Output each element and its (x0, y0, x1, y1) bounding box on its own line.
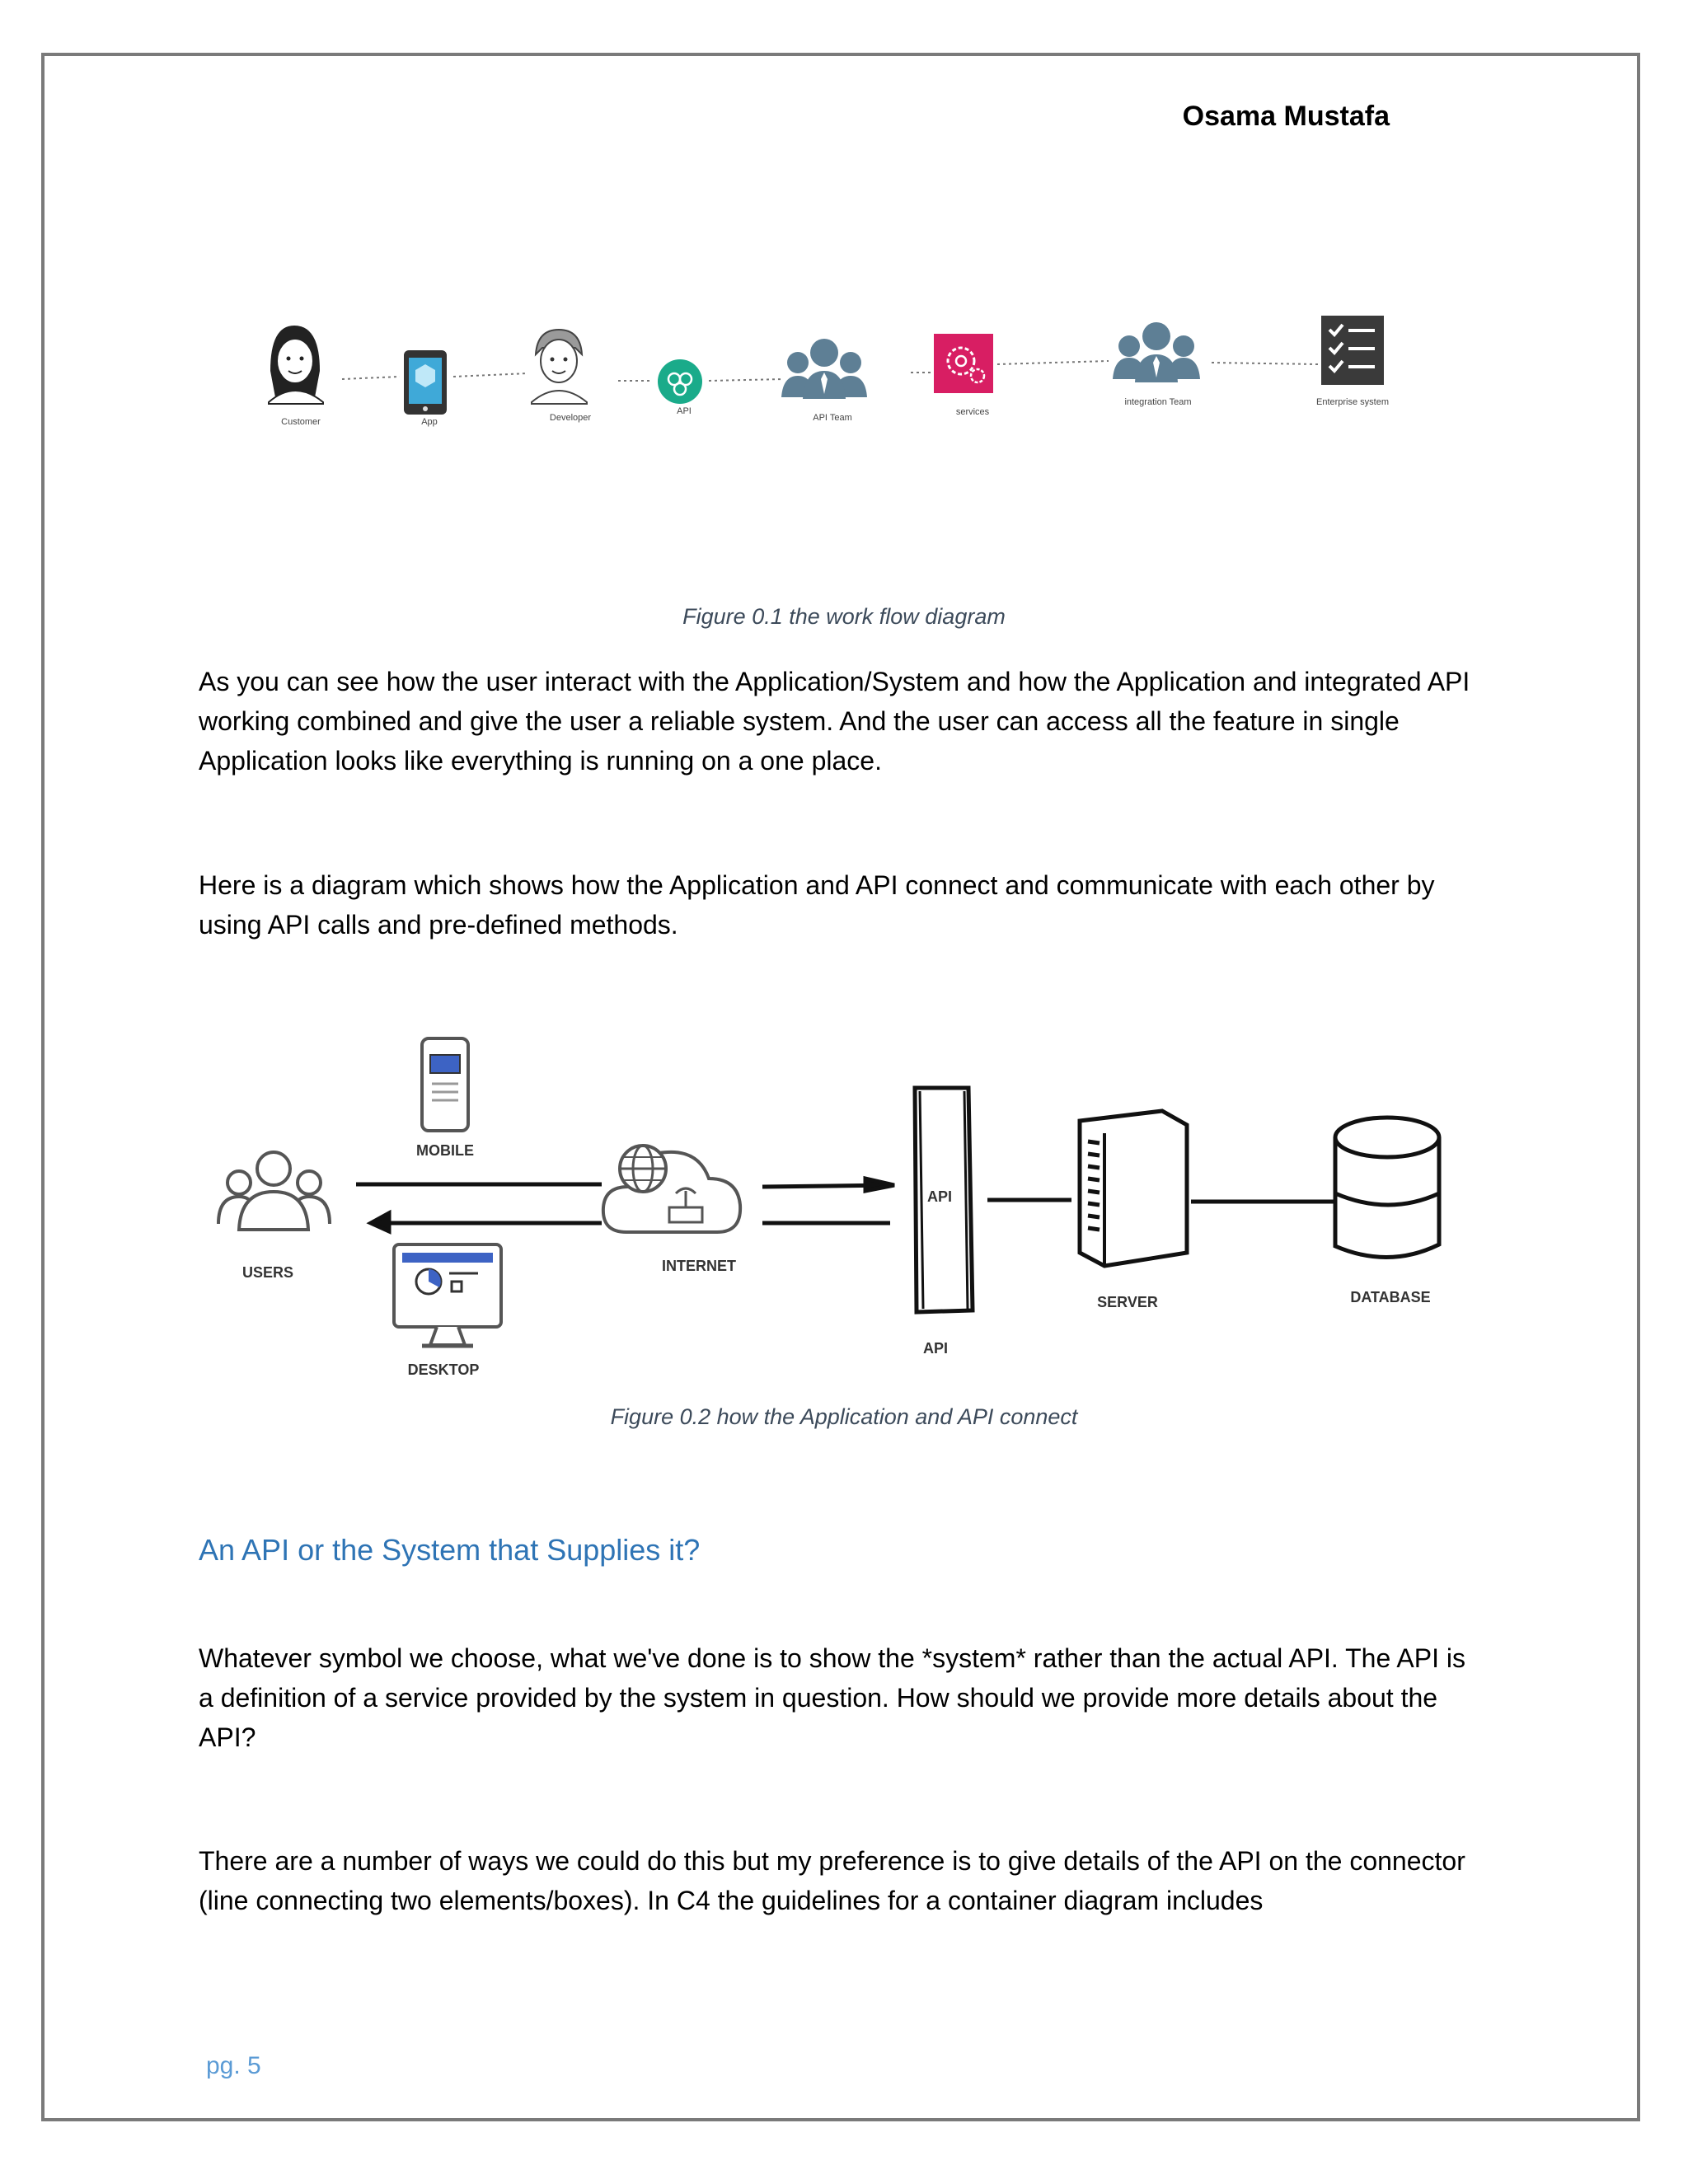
node-label-developer: Developer (549, 413, 592, 423)
team-icon (781, 339, 867, 399)
api-icon (658, 359, 702, 404)
node-label-services: services (955, 407, 990, 417)
page-number: pg. 5 (206, 2052, 261, 2079)
paragraph-2: Here is a diagram which shows how the Application and API connect and communicate with each other by using API calls and pre-defined methods. (199, 870, 1435, 940)
node-label-api: API (677, 406, 692, 416)
node-label-api-team: API Team (813, 413, 852, 423)
label-database: DATABASE (1350, 1289, 1431, 1305)
paragraph-3: Whatever symbol we choose, what we've done is to show the *system* rather than the actual API. The API is a definition of a service provided by the system in question. How should we provide more details about the API? (199, 1643, 1465, 1752)
node-label-integration-team: integration Team (1124, 397, 1192, 407)
label-server: SERVER (1097, 1294, 1158, 1310)
desktop-icon (394, 1244, 501, 1346)
label-api-below: API (922, 1340, 949, 1357)
developer-person-icon (532, 330, 587, 404)
team-icon (1113, 322, 1200, 382)
node-label-customer: Customer (281, 417, 321, 427)
paragraph-4: There are a number of ways we could do this but my preference is to give details of the API on the connector (line connecting two elements/boxes). In C4 the guidelines for a container diagram includes (199, 1846, 1465, 1915)
label-mobile: MOBILE (416, 1142, 474, 1159)
database-icon (1335, 1118, 1439, 1258)
checklist-icon (1321, 316, 1384, 385)
node-label-enterprise-system: Enterprise system (1315, 397, 1390, 407)
mobile-icon (422, 1038, 468, 1131)
label-api-inner: API (926, 1188, 953, 1205)
section-heading: An API or the System that Supplies it? (199, 1533, 701, 1567)
paragraph-1: As you can see how the user interact with the Application/System and how the Application and integrated API working combined and give the user a reliable system. And the user can access all the feature in single Application looks like everything is running on a one place. (199, 667, 1470, 776)
figure1-caption: Figure 0.1 the work flow diagram (682, 604, 1006, 629)
figure2-caption: Figure 0.2 how the Application and API connect (610, 1404, 1078, 1429)
author-name: Osama Mustafa (1182, 101, 1390, 132)
api-connection-diagram (206, 1022, 1459, 1385)
users-icon (218, 1152, 330, 1230)
services-gear-icon (934, 334, 993, 393)
server-icon (1080, 1111, 1187, 1266)
label-internet: INTERNET (662, 1258, 736, 1274)
customer-person-icon (269, 326, 323, 404)
internet-cloud-icon (603, 1146, 740, 1232)
label-users: USERS (241, 1264, 294, 1281)
node-label-app: App (421, 417, 438, 427)
label-desktop: DESKTOP (407, 1361, 480, 1378)
workflow-diagram (247, 297, 1434, 462)
mobile-app-icon (404, 350, 447, 415)
